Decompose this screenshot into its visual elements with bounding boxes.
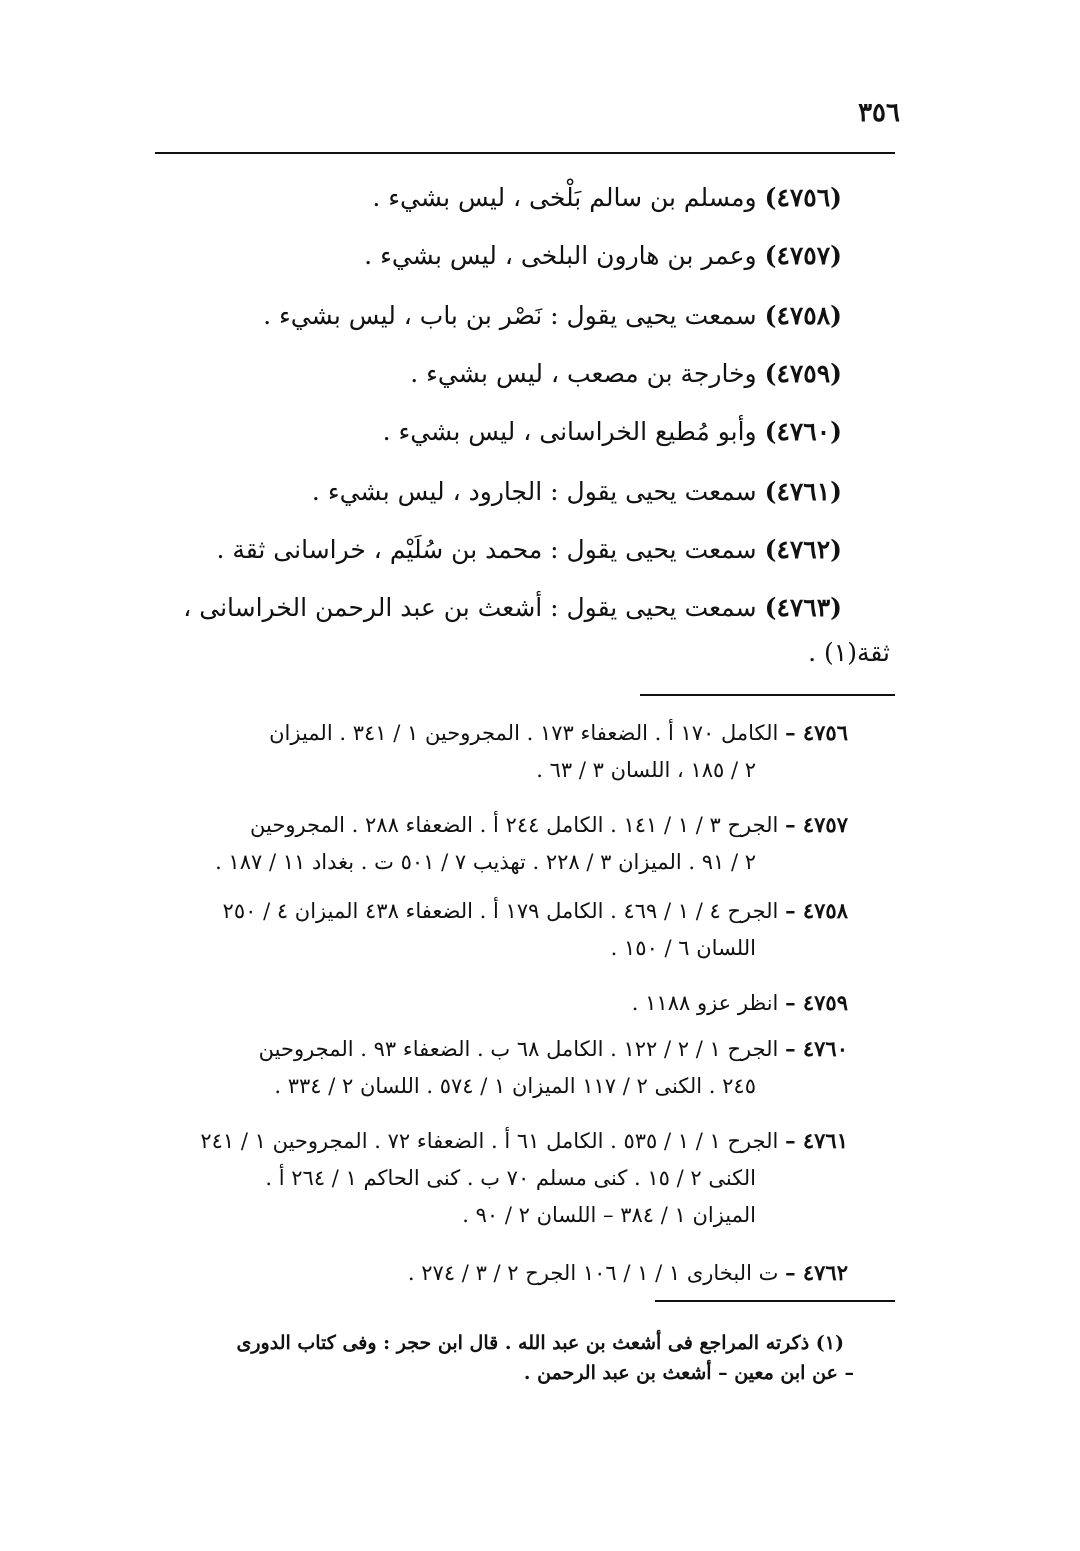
ref-text-line2: الكنى ٢ / ١٥ . كنى مسلم ٧٠ ب . كنى الحاكم ١ / ٢٦٤ أ . xyxy=(265,1166,756,1190)
ref-number: ٤٧٦٢ – xyxy=(785,1260,848,1285)
entry-text: سمعت يحيى يقول : محمد بن سُلَيْم ، خراسانى ثقة . xyxy=(216,535,757,564)
ref-text: الجرح ٣ / ١ / ١٤١ . الكامل ٢٤٤ أ . الضعفاء ٢٨٨ . المجروحين xyxy=(250,813,779,837)
entry-number: (٤٧٦١) xyxy=(764,477,842,506)
ref-number: ٤٧٦٠ – xyxy=(785,1036,848,1061)
entry-text: ومسلم بن سالم بَلْخى ، ليس بشيء . xyxy=(372,183,757,212)
ref-text-line3: الميزان ١ / ٣٨٤ – اللسان ٢ / ٩٠ . xyxy=(462,1203,756,1227)
ref-text: الجرح ١ / ١ / ٥٣٥ . الكامل ٦١ أ . الضعفاء ٧٢ . المجروحين ١ / ٢٤١ xyxy=(200,1129,779,1153)
ref-number: ٤٧٥٨ – xyxy=(785,898,848,923)
header-rule xyxy=(155,152,895,154)
ref-number: ٤٧٥٧ – xyxy=(785,812,848,837)
ref-text-line2: ٢ / ١٨٥ ، اللسان ٣ / ٦٣ . xyxy=(536,758,756,782)
ref-text: الكامل ١٧٠ أ . الضعفاء ١٧٣ . المجروحين ١ / ٣٤١ . الميزان xyxy=(269,721,779,745)
entry-4759 xyxy=(410,358,842,390)
entry-number: (٤٧٦٠) xyxy=(764,417,842,446)
ref-text: ت البخارى ١ / ١ / ١٠٦ الجرح ٢ / ٣ / ٢٧٤ . xyxy=(407,1261,779,1285)
ref-text-line2: ٢٤٥ . الكنى ٢ / ١١٧ الميزان ١ / ٥٧٤ . اللسان ٢ / ٣٣٤ . xyxy=(274,1074,756,1098)
ref-text: انظر عزو ١١٨٨ . xyxy=(631,991,779,1015)
ref-4756 xyxy=(160,714,848,789)
ref-number: ٤٧٦١ – xyxy=(785,1128,848,1153)
entry-4763-continuation: ثقة(١) . xyxy=(808,638,890,667)
footnote-rule xyxy=(655,1300,895,1302)
footnote xyxy=(160,1328,854,1388)
ref-4757 xyxy=(160,806,848,881)
entry-number: (٤٧٥٧) xyxy=(764,241,842,270)
ref-4762 xyxy=(160,1254,848,1292)
entry-4763 xyxy=(183,592,842,624)
entry-number: (٤٧٦٢) xyxy=(764,535,842,564)
ref-text-line2: ٢ / ٩١ . الميزان ٣ / ٢٢٨ . تهذيب ٧ / ٥٠١ ت . بغداد ١١ / ١٨٧ . xyxy=(215,850,756,874)
ref-number: ٤٧٥٦ – xyxy=(785,720,848,745)
footnote-line1: (١) ذكرته المراجع فى أشعث بن عبد الله . قال ابن حجر : وفى كتاب الدورى xyxy=(236,1332,844,1354)
entry-4756 xyxy=(372,182,842,214)
page-number: ٣٥٦ xyxy=(858,98,900,128)
ref-4761 xyxy=(160,1122,848,1234)
entry-text: وعمر بن هارون البلخى ، ليس بشيء . xyxy=(364,241,757,270)
ref-4759 xyxy=(160,984,848,1022)
entry-number: (٤٧٥٨) xyxy=(764,301,842,330)
entry-text: سمعت يحيى يقول : أشعث بن عبد الرحمن الخراسانى ، xyxy=(183,593,757,622)
ref-text: الجرح ٤ / ١ / ٤٦٩ . الكامل ١٧٩ أ . الضعفاء ٤٣٨ الميزان ٤ / ٢٥٠ xyxy=(222,899,779,923)
entry-4757 xyxy=(364,240,842,272)
ref-text: الجرح ١ / ٢ / ١٢٢ . الكامل ٦٨ ب . الضعفاء ٩٣ . المجروحين xyxy=(258,1037,779,1061)
entry-text: سمعت يحيى يقول : الجارود ، ليس بشيء . xyxy=(311,477,757,506)
entry-4760 xyxy=(383,416,842,448)
footnote-line2: – عن ابن معين – أشعث بن عبد الرحمن . xyxy=(523,1362,854,1384)
entry-4758 xyxy=(263,300,842,332)
entry-number: (٤٧٥٦) xyxy=(764,183,842,212)
entry-number: (٤٧٦٣) xyxy=(764,593,842,622)
entry-number: (٤٧٥٩) xyxy=(764,359,842,388)
entry-text: سمعت يحيى يقول : نَصْر بن باب ، ليس بشيء . xyxy=(263,301,757,330)
entry-4762 xyxy=(216,534,842,566)
entry-text: وأبو مُطيع الخراسانى ، ليس بشيء . xyxy=(382,417,757,446)
ref-text-line2: اللسان ٦ / ١٥٠ . xyxy=(610,936,756,960)
ref-number: ٤٧٥٩ – xyxy=(785,990,848,1015)
entry-text: وخارجة بن مصعب ، ليس بشيء . xyxy=(410,359,757,388)
ref-4758 xyxy=(160,892,848,967)
references-rule xyxy=(640,694,895,696)
entry-4761 xyxy=(312,476,842,508)
ref-4760 xyxy=(160,1030,848,1105)
